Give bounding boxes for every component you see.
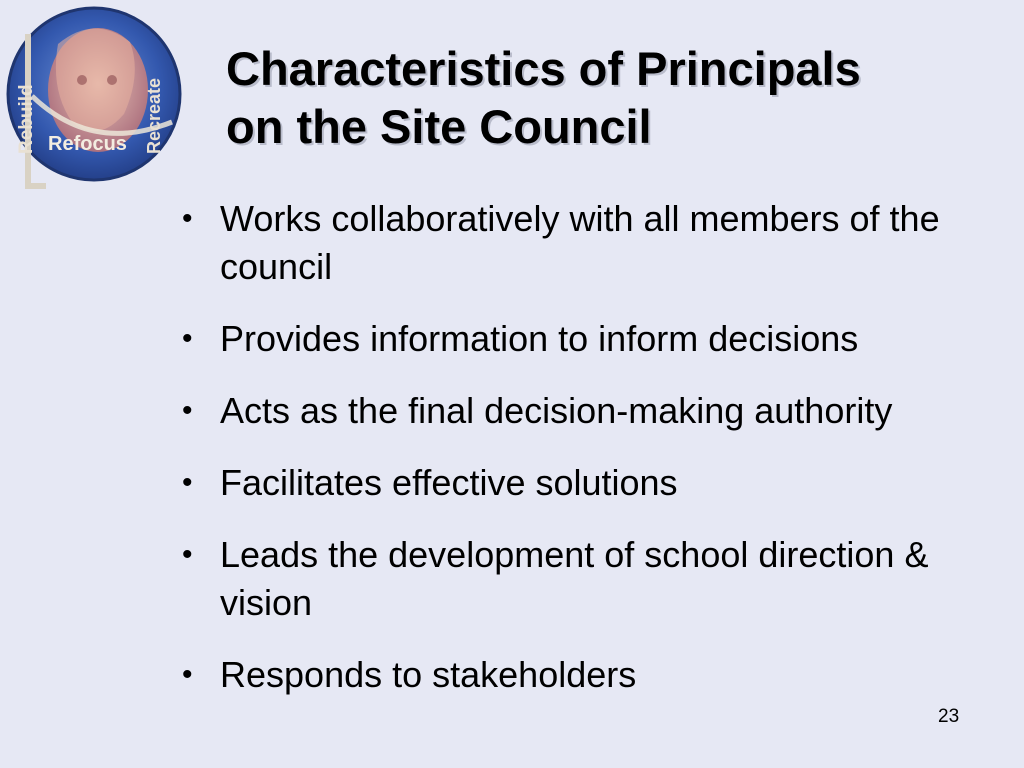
bullet-icon: • — [182, 202, 193, 235]
bullet-icon: • — [182, 466, 193, 499]
slide-title-line-1: Characteristics of Principals — [226, 42, 861, 95]
bullet-text: Facilitates effective solutions — [220, 462, 678, 503]
bullet-item — [180, 531, 1012, 627]
logo-icon — [2, 4, 184, 190]
bullet-item — [180, 315, 1012, 363]
bullet-icon: • — [182, 658, 193, 691]
bullet-text: Leads the development of school direction & vision — [220, 534, 929, 623]
bullet-text: Provides information to inform decisions — [220, 318, 859, 359]
page-number: 23 — [938, 706, 960, 727]
slide-title — [226, 40, 1006, 156]
bullet-text: Works collaboratively with all members of the council — [220, 198, 940, 287]
logo-word-recreate: Recreate — [144, 77, 164, 154]
logo-word-refocus: Refocus — [48, 133, 127, 155]
bullet-item — [180, 195, 1012, 291]
slide-title-line-2: on the Site Council — [226, 100, 652, 153]
bullet-text: Acts as the final decision-making authority — [220, 390, 893, 431]
bullet-icon: • — [182, 538, 193, 571]
bullet-icon: • — [182, 394, 193, 427]
bullet-item — [180, 651, 1012, 699]
bullet-item — [180, 459, 1012, 507]
bullet-text: Responds to stakeholders — [220, 654, 637, 695]
bullet-list — [180, 195, 1012, 723]
bullet-item — [180, 387, 1012, 435]
logo-word-rebuild: Rebuild — [16, 84, 37, 154]
bullet-icon: • — [182, 322, 193, 355]
